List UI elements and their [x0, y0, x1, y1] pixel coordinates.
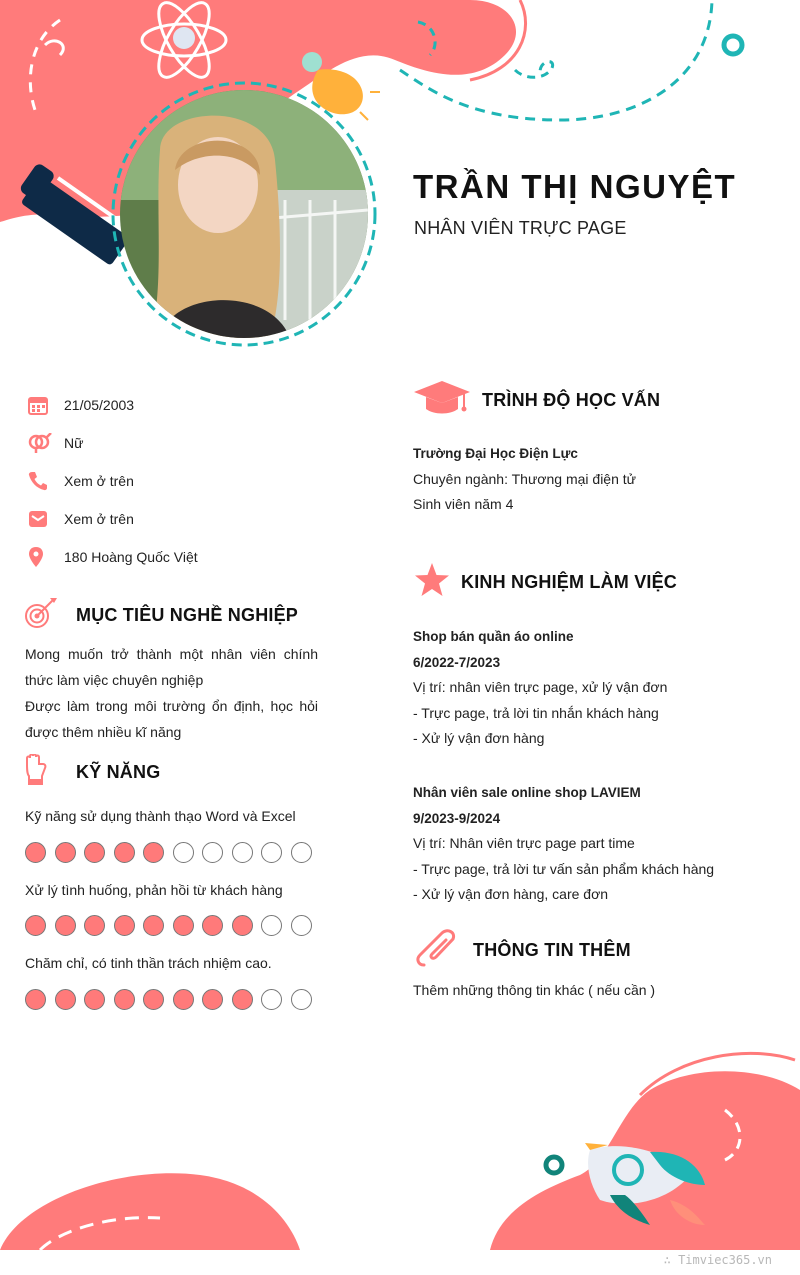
job-company: Nhân viên sale online shop LAVIEM: [413, 785, 641, 800]
job-detail: - Trực page, trả lời tư vấn sản phẩm khách hàng: [413, 860, 715, 877]
rating-dot-empty: [173, 842, 194, 863]
rating-dot-filled: [25, 842, 46, 863]
extra-text: Thêm những thông tin khác ( nếu cần ): [413, 982, 656, 998]
rating-dot-filled: [114, 915, 135, 936]
education-entry: [413, 441, 636, 518]
contact-row-address: [28, 538, 348, 576]
job-period: 9/2023-9/2024: [413, 810, 501, 826]
skill-label: Kỹ năng sử dụng thành thạo Word và Excel: [25, 808, 296, 824]
star-icon: [414, 563, 461, 602]
graduation-cap-icon: [414, 381, 482, 420]
candidate-position: NHÂN VIÊN TRỰC PAGE: [414, 218, 627, 238]
skill-rating: [25, 915, 312, 936]
rating-dot-empty: [202, 842, 223, 863]
contact-row-birthday: [28, 386, 348, 424]
education-title: TRÌNH ĐỘ HỌC VẤN: [482, 390, 661, 410]
rating-dot-empty: [291, 989, 312, 1010]
skill-label: Chăm chỉ, có tinh thần trách nhiệm cao.: [25, 955, 272, 971]
experience-header: [414, 563, 677, 602]
objective-text: [25, 641, 318, 745]
job-company: Shop bán quần áo online: [413, 629, 574, 644]
contact-row-phone: [28, 462, 348, 500]
rating-dot-filled: [114, 989, 135, 1010]
rating-dot-filled: [232, 989, 253, 1010]
job-detail: Vị trí: Nhân viên trực page part time: [413, 835, 635, 851]
rating-dot-filled: [55, 989, 76, 1010]
watermark: ∴ Timviec365.vn: [663, 1253, 772, 1267]
rating-dot-filled: [173, 915, 194, 936]
paperclip-icon: [414, 927, 473, 974]
rating-dot-filled: [84, 989, 105, 1010]
skills-header: [24, 754, 160, 791]
rating-dot-empty: [261, 989, 282, 1010]
profile-photo: [120, 90, 368, 338]
contact-info: [28, 386, 348, 576]
phone-icon: [28, 470, 64, 492]
calendar-icon: [28, 394, 64, 416]
rating-dot-filled: [202, 989, 223, 1010]
rating-dot-empty: [291, 915, 312, 936]
extra-title: THÔNG TIN THÊM: [473, 940, 631, 960]
rating-dot-filled: [143, 989, 164, 1010]
objective-line: Được làm trong môi trường ổn định, học hỏi được thêm nhiều kĩ năng: [25, 698, 318, 740]
birthday-text: 21/05/2003: [64, 397, 135, 413]
objective-title: MỤC TIÊU NGHỀ NGHIỆP: [76, 605, 299, 625]
education-header: [414, 381, 660, 420]
job-period: 6/2022-7/2023: [413, 654, 501, 670]
experience-entry: [413, 624, 667, 752]
objective-header: [24, 597, 298, 634]
contact-row-gender: [28, 424, 348, 462]
skill-label: Xử lý tình huống, phản hồi từ khách hàng: [25, 882, 283, 898]
rating-dot-filled: [143, 842, 164, 863]
rating-dot-empty: [232, 842, 253, 863]
rating-dot-filled: [25, 915, 46, 936]
target-icon: [24, 597, 76, 634]
experience-entry: [413, 780, 714, 908]
location-icon: [28, 546, 64, 568]
skills-title: KỸ NĂNG: [76, 762, 161, 782]
rating-dot-filled: [143, 915, 164, 936]
rating-dot-filled: [55, 915, 76, 936]
rating-dot-empty: [261, 915, 282, 936]
job-detail: - Xử lý vận đơn hàng, care đơn: [413, 886, 609, 902]
email-icon: [28, 508, 64, 530]
job-detail: - Xử lý vận đơn hàng: [413, 730, 545, 746]
rating-dot-filled: [25, 989, 46, 1010]
email-text: Xem ở trên: [64, 511, 134, 527]
job-detail: - Trực page, trả lời tin nhắn khách hàng: [413, 704, 659, 721]
experience-title: KINH NGHIỆM LÀM VIỆC: [461, 572, 678, 592]
objective-line: Mong muốn trở thành một nhân viên chính thức làm việc chuyên nghiệp: [25, 646, 318, 688]
rating-dot-filled: [55, 842, 76, 863]
rating-dot-filled: [114, 842, 135, 863]
contact-row-email: [28, 500, 348, 538]
study-year: Sinh viên năm 4: [413, 496, 514, 512]
gender-icon: [28, 432, 64, 454]
rating-dot-empty: [291, 842, 312, 863]
rating-dot-filled: [232, 915, 253, 936]
rating-dot-filled: [173, 989, 194, 1010]
phone-text: Xem ở trên: [64, 473, 134, 489]
gender-text: Nữ: [64, 435, 84, 451]
rating-dot-filled: [202, 915, 223, 936]
skill-rating: [25, 989, 312, 1010]
address-text: 180 Hoàng Quốc Việt: [64, 549, 198, 565]
extra-header: [414, 927, 631, 974]
rating-dot-filled: [84, 915, 105, 936]
job-detail: Vị trí: nhân viên trực page, xử lý vận đơn: [413, 679, 668, 695]
fist-icon: [24, 754, 76, 791]
rating-dot-empty: [261, 842, 282, 863]
watermark-text: Timviec365.vn: [678, 1253, 772, 1267]
major-text: Chuyên ngành: Thương mại điện tử: [413, 470, 637, 487]
school-name: Trường Đại Học Điện Lực: [413, 446, 578, 461]
candidate-name: TRẦN THỊ NGUYỆT: [413, 168, 737, 205]
rating-dot-filled: [84, 842, 105, 863]
skill-rating: [25, 842, 312, 863]
